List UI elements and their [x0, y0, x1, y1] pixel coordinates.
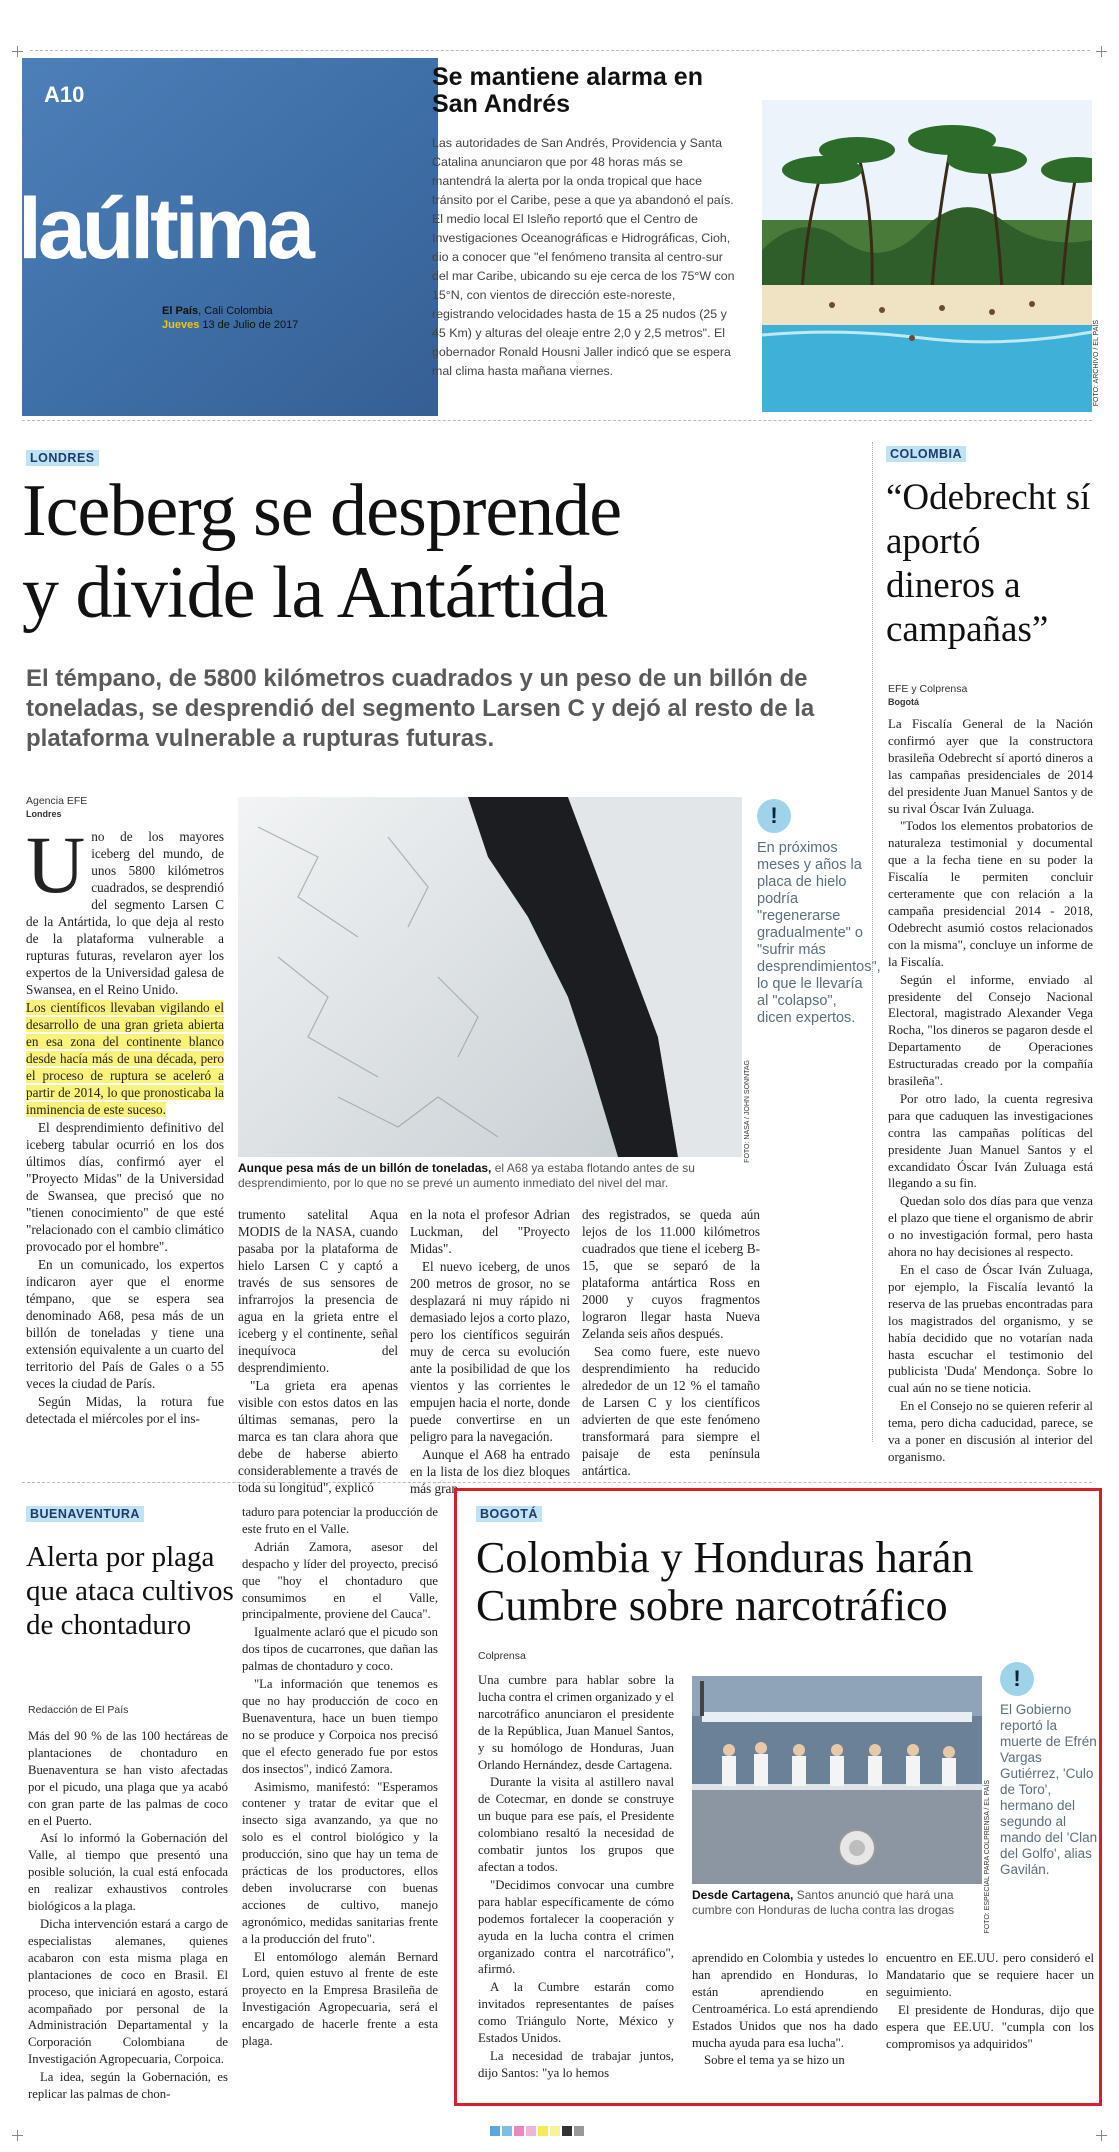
chontaduro-paragraph: El entomólogo alemán Bernard Lord, quien estuvo al frente de este proyecto en la Empresa Brasileña de Investigación Agropecuaria, será el encargado de hacerle frente a esta plaga. — [242, 1949, 438, 2049]
chontaduro-column-1 — [28, 1728, 228, 2104]
highlighted-text: Los científicos llevaban vigilando el desarrollo de una gran grieta abierta en esa zona del continente blanco desde hacía más de una década, pero el proceso de ruptura se aceleró a partir de 2014, lo que pronosticaba la inminencia de este suceso. — [26, 1000, 224, 1117]
odebrecht-paragraph: Quedan solo dos días para que venza el plazo que tiene el organismo de abrir o no investigación formal, pero hasta ahora no hay decisiones al respecto. — [888, 1194, 1093, 1260]
iceberg-kicker: LONDRES — [26, 450, 99, 466]
chontaduro-paragraph: Asimismo, manifestó: "Esperamos contener y tratar de evitar que el insecto siga avanzando, ya que no solo es el control biológico y la producción, sino que hay un tema de prácticas de los productores, ellos deben involucrarse con buenas acciones de cultivo, manejo agronómico, medidas sanitarias frente a la producción del fruto". — [242, 1779, 438, 1946]
masthead-dateline: El País, Cali Colombia Jueves 13 de Julio de 2017 — [162, 305, 299, 331]
iceberg-paragraph: trumento satelital Aqua MODIS de la NASA, cuando pasaba por la plataforma de hielo Larsen C y captó a través de sus sensores de infrarrojos la presencia de agua en la grieta entre el iceberg y el continente, señal inequívoca del desprendimiento. — [238, 1207, 398, 1375]
beach-illustration — [762, 100, 1092, 412]
iceberg-highlight-paragraph — [26, 999, 224, 1118]
iceberg-lead: no de los mayores iceberg del mundo, de unos 5800 kilómetros cuadrados, se desprendió del segmento Larsen C de la Antártida, lo que deja al resto de la plataforma vulnerable a rupturas futuras, revelaron ayer los expertos de la Universidad galesa de Swansea, en el Reino Unido. — [26, 829, 224, 997]
iceberg-byline-city: Londres — [26, 809, 62, 819]
iceberg-headline — [22, 470, 882, 634]
odebrecht-paragraph: "Todos los elementos probatorios de naturaleza testimonial y documental que a la fecha tiene en su poder la Fiscalía le permiten concluir certeramente que con relación a la campaña presidencial 2014 - 2018, Odebrecht asumió costos relacionados con la misma", concluye un informe de la Fiscalía. — [888, 819, 1093, 969]
cumbre-paragraph: Sobre el tema ya se hizo un — [704, 2053, 845, 2068]
masthead-panel — [18, 58, 438, 416]
ship-illustration — [692, 1676, 982, 1884]
cumbre-photo — [692, 1676, 982, 1884]
registration-mark — [1096, 2130, 1107, 2141]
iceberg-sidebar-note: En próximos meses y años la placa de hielo podría "regenerarse gradualmente" o "sufrir más desprendimientos", lo que le llevaría al "colapso", dicen expertos. — [757, 840, 881, 1026]
beach-photo-credit: FOTO: ARCHIVO / EL PAÍS — [1093, 320, 1100, 407]
cumbre-paragraph: aprendido en Colombia y ustedes lo han aprendido en Honduras, lo están aprendiendo en Centroamérica. Lo está aprendiendo Estados Unidos que nos ha dado mucha ayuda para esa lucha". — [692, 1951, 878, 2050]
cumbre-caption-bold: Desde Cartagena, — [692, 1888, 794, 1902]
iceberg-column-4 — [582, 1206, 760, 1480]
iceberg-column-1 — [26, 819, 224, 1428]
page-number: A10 — [44, 82, 85, 107]
cumbre-paragraph: Durante la visita al astillero naval de Cotecmar, en donde se construye un buque para ese país, el Presidente colombiano resaltó la necesidad de combatir juntos los grupos que afectan a todos. — [478, 1775, 674, 1874]
beach-photo — [762, 100, 1092, 412]
chontaduro-paragraph: Dicha intervención estará a cargo de especialistas alemanes, quienes acabaron con esta misma plaga en plantaciones de coco en Brasil. El proceso, que iniciará en agosto, estará acompañado por personal de la Administración Departamental y la Corporación Colombiana de Investigación Agropecuaria, Corpoica. — [28, 1916, 228, 2067]
cumbre-paragraph: A la Cumbre estarán como invitados representantes de países como Triángulo Norte, México y Estados Unidos. — [478, 1980, 674, 2046]
date: 13 de Julio de 2017 — [202, 319, 299, 331]
alert-icon: ! — [1000, 1662, 1034, 1696]
iceberg-paragraph: des registrados, se queda aún lejos de los 11.000 kilómetros cuadrados que tiene el iceberg B-15, que se separó de la plataforma antártica Ross en 2000 y cuyos fragmentos lograron llegar hasta Nueva Zelanda seis años después. — [582, 1207, 760, 1341]
dropcap: U — [26, 819, 86, 910]
iceberg-byline-agency: Agencia EFE — [26, 795, 88, 807]
cumbre-byline: Colprensa — [478, 1650, 526, 1662]
registration-mark — [1096, 46, 1107, 57]
iceberg-caption-text: el A68 ya estaba flotando antes de su desprendimiento, por lo que no se prevé un aumento inmediato del nivel del mar. — [238, 1161, 695, 1190]
print-color-bar — [490, 2126, 584, 2136]
iceberg-paragraph: El nuevo iceberg, de unos 200 metros de grosor, no se desplazará ni muy rápido ni demasiado lejos a corto plazo, pero los científicos seguirán muy de cerca su evolución ante la posibilidad de que los vientos y las corrientes le empujen hacia el norte, donde puede convertirse en un peligro para la navegación. — [410, 1259, 570, 1444]
iceberg-column-2 — [238, 1206, 398, 1497]
chontaduro-column-2 — [242, 1504, 438, 2051]
weekday: Jueves — [162, 319, 200, 331]
paper-name: El País — [162, 305, 199, 317]
cumbre-paragraph: El presidente de Honduras, dijo que espera que EE.UU. "cumpla con los compromisos ya adquiridos" — [886, 2002, 1094, 2051]
cumbre-headline-line2: Cumbre sobre narcotráfico — [476, 1581, 948, 1630]
iceberg-byline — [26, 795, 87, 821]
chontaduro-byline: Redacción de El País — [28, 1704, 129, 1716]
chontaduro-paragraph: Así lo informó la Gobernación del Valle, al tiempo que presentó una posible solución, la cual está enfocada en realizar exhaustivos controles biológicos a la plaga. — [28, 1831, 228, 1914]
iceberg-photo — [238, 797, 742, 1157]
chontaduro-paragraph: Adrián Zamora, asesor del despacho y líder del proyecto, precisó que "hoy el chontaduro que consumimos en el Valle, principalmente, proviene del Cauca". — [242, 1539, 438, 1622]
chontaduro-paragraph: "La información que tenemos es que no hay producción de coco en Buenaventura, hace un buen tiempo no se produce y Corpoica nos precisó que el efecto generado fue por estos dos insectos", indicó Zamora. — [242, 1677, 438, 1776]
iceberg-caption — [238, 1161, 738, 1191]
iceberg-caption-bold: Aunque pesa más de un billón de toneladas, — [238, 1161, 492, 1175]
odebrecht-paragraph: La Fiscalía General de la Nación confirmó ayer que la constructora brasileña Odebrecht sí aportó dineros a las campañas presidenciales de 2014 del presidente Juan Manuel Santos y de su rival Óscar Iván Zuluaga. — [888, 717, 1093, 816]
registration-mark — [12, 46, 23, 57]
odebrecht-paragraph: Según el informe, enviado al presidente del Consejo Nacional Electoral, magistrado Alexander Vega Rocha, "los dineros se pagaron desde el Departamento de Operaciones Estructuradas creado por la compañía brasileña". — [888, 972, 1093, 1089]
chontaduro-paragraph: La idea, según la Gobernación, es replicar las palmas de chon- — [28, 2070, 228, 2102]
iceberg-paragraph: Sea como fuere, este nuevo desprendimiento ha reducido alrededor de un 12 % el tamaño de Larsen C y los científicos advierten de que este fenómeno transformará para siempre el paisaje de esta península antártica. — [582, 1344, 760, 1478]
cumbre-paragraph: Una cumbre para hablar sobre la lucha contra el crimen organizado y el narcotráfico anunciaron el presidente de la República, Juan Manuel Santos, y su homólogo de Honduras, Juan Orlando Hernández, desde Cartagena. — [478, 1673, 674, 1772]
chontaduro-kicker: BUENAVENTURA — [26, 1506, 144, 1522]
iceberg-column-3 — [410, 1206, 570, 1498]
mid-section-rule — [22, 1482, 1092, 1483]
odebrecht-paragraph: Por otro lado, la cuenta regresiva para que caduquen las investigaciones contra las campañas políticas del presidente Juan Manuel Santos y el excandidato Óscar Iván Zuluaga está llegando a su fin. — [888, 1091, 1093, 1191]
cumbre-caption — [692, 1888, 982, 1918]
iceberg-deck: El témpano, de 5800 kilómetros cuadrados y un peso de un billón de toneladas, se desprendió del segmento Larsen C y dejó al resto de la plataforma vulnerable a rupturas futuras. — [26, 665, 815, 752]
top-section-rule — [22, 420, 1092, 421]
section-title: laúltima — [18, 181, 311, 277]
cumbre-column-1 — [478, 1672, 674, 2083]
alert-icon: ! — [757, 799, 791, 833]
odebrecht-kicker: COLOMBIA — [886, 446, 966, 462]
top-story-body: Las autoridades de San Andrés, Providencia y Santa Catalina anunciaron que por 48 horas más se mantendrá la alerta por la onda tropical que hace tránsito por el Caribe, pese a que ya abandonó el país. El medio local El Isleño reportó que el Centro de Investigaciones Oceanográficas e Hidrográficas, Cioh, dio a conocer que "el fenómeno transita al centro-sur del mar Caribe, ubicando su eje cerca de los 75°W con 15°N, con vientos de dirección este-noreste, registrando velocidades hasta de 15 a 25 nudos (25 y 45 Km) y alturas del oleaje entre 2,0 y 2,5 metros". El gobernador Ronald Housni Jaller indicó que se espera mal clima hasta mañana viernes. — [432, 136, 735, 378]
odebrecht-headline: “Odebrecht sí aportó dineros a campañas” — [886, 477, 1091, 650]
iceberg-photo-credit: FOTO: NASA / JOHN SONNTAG — [744, 1060, 751, 1163]
iceberg-headline-line1: Iceberg se desprende — [22, 470, 622, 552]
cumbre-column-2 — [692, 1950, 878, 2070]
iceberg-paragraph: El desprendimiento definitivo del iceberg tabular ocurrió en los dos últimos días, confirmó ayer el "Proyecto Midas" de la Universidad de Swansea, que precisó que no "tienen conocimiento" de que esté "relacionado con el cambio climático provocado por el hombre". — [26, 1120, 224, 1254]
iceberg-paragraph: "La grieta era apenas visible con estos datos en las últimas semanas, pero la marca es tan clara ahora que debe de haberse abierto considerablemente a través de toda su longitud", explicó — [238, 1378, 398, 1495]
odebrecht-byline-agency: EFE y Colprensa — [888, 683, 968, 695]
registration-mark — [12, 2130, 23, 2141]
chontaduro-paragraph: Más del 90 % de las 100 hectáreas de plantaciones de chontaduro en Buenaventura se han visto afectadas por el picudo, una plaga que ya acabó con gran parte de las palmas de coco en el Puerto. — [28, 1729, 228, 1828]
cumbre-caption-text: Santos anunció que hará una cumbre con Honduras de lucha contra las drogas — [692, 1888, 955, 1917]
odebrecht-column — [888, 716, 1093, 1467]
cumbre-kicker: BOGOTÁ — [476, 1506, 542, 1522]
cumbre-column-3 — [886, 1950, 1094, 2053]
odebrecht-paragraph: En el Consejo no se quieren referir al tema, pero dicha caducidad, parece, se va a poner en discusión al interior del organismo. — [888, 1399, 1093, 1464]
column-divider — [872, 442, 873, 1442]
cumbre-paragraph: "Decidimos convocar una cumbre para hablar específicamente de cómo podemos fortalecer la cooperación y ayuda en la lucha contra el crimen organizado contra el narcotráfico", afirmó. — [478, 1877, 674, 1977]
iceberg-paragraph: Según Midas, la rotura fue detectada el miércoles por el ins- — [26, 1394, 224, 1426]
chontaduro-paragraph: taduro para potenciar la producción de este fruto en el Valle. — [242, 1505, 438, 1536]
iceberg-paragraph: Aunque el A68 ha entrado en la lista de los diez bloques más gran- — [410, 1447, 570, 1496]
paper-city: Cali Colombia — [204, 305, 273, 317]
cumbre-paragraph: La necesidad de trabajar juntos, dijo Santos: "ya lo hemos — [478, 2048, 674, 2080]
cumbre-headline — [476, 1534, 1096, 1630]
chontaduro-headline: Alerta por plaga que ataca cultivos de chontaduro — [26, 1541, 234, 1641]
top-story-headline: Se mantiene alarma en San Andrés — [432, 63, 703, 118]
odebrecht-paragraph: En el caso de Óscar Iván Zuluaga, por ejemplo, la Fiscalía levantó la reserva de las pruebas encontradas para los magistrados del organismo, y se había decidido que no votarían nada hasta escuchar el testimonio del publicista 'Duda' Mendonça. Sobre lo cual aún no se tiene noticia. — [888, 1263, 1093, 1396]
chontaduro-paragraph: Igualmente aclaró que el picudo son dos tipos de cucarrones, que dañan las palmas de chontaduro y coco. — [242, 1625, 438, 1674]
odebrecht-byline-city: Bogotá — [888, 697, 919, 707]
cumbre-headline-line1: Colombia y Honduras harán — [476, 1533, 974, 1582]
cumbre-sidebar-note: El Gobierno reportó la muerte de Efrén Vargas Gutiérrez, 'Culo de Toro', hermano del segundo al mando del 'Clan del Golfo', alias Gavilán. — [1000, 1702, 1098, 1877]
cumbre-paragraph: encuentro en EE.UU. pero consideró el Mandatario que se requiere hacer un seguimiento. — [886, 1951, 1094, 1999]
top-dashed-rule — [30, 50, 1090, 51]
iceberg-paragraph: En un comunicado, los expertos indicaron ayer que el enorme témpano, que se espera sea denominado A68, pesa más de un billón de toneladas y tiene una extensión equivalente a un cuarto del territorio del País de Gales o a 55 veces la ciudad de París. — [26, 1257, 224, 1391]
iceberg-headline-line2: y divide la Antártida — [22, 552, 608, 634]
iceberg-paragraph: en la nota el profesor Adrian Luckman, del "Proyecto Midas". — [410, 1207, 570, 1256]
odebrecht-byline — [888, 683, 967, 709]
cumbre-photo-credit: FOTO: ESPECIAL PARA COLPRENSA / EL PAÍS — [984, 1780, 991, 1934]
iceberg-illustration — [238, 797, 742, 1157]
